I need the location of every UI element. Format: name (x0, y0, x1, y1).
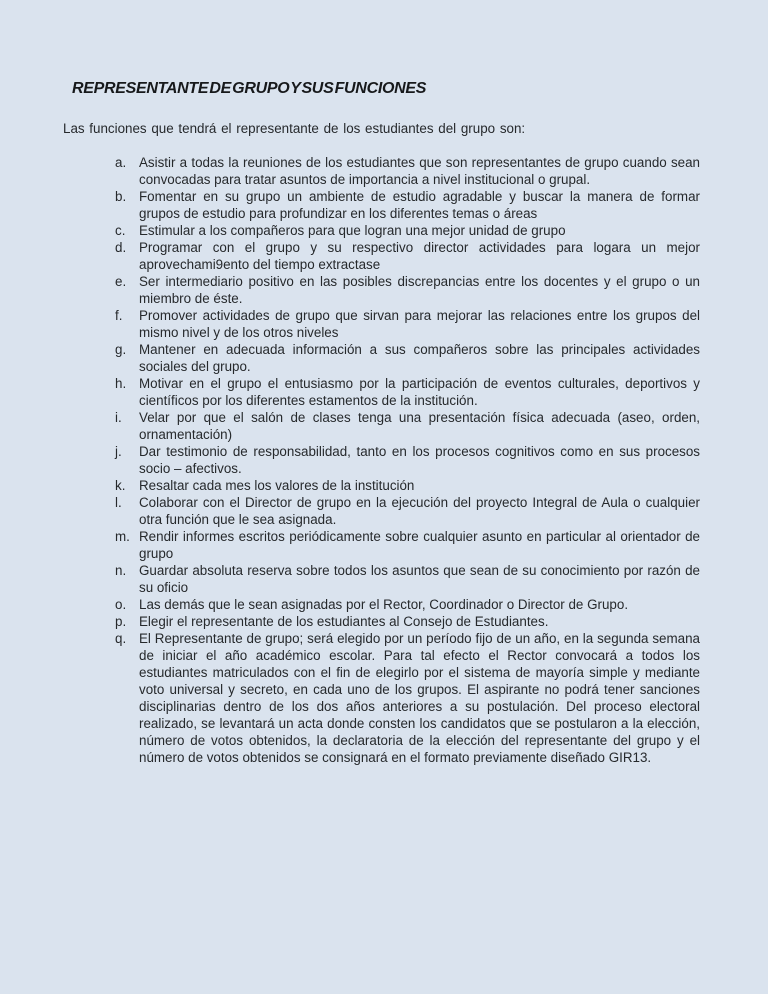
list-item-text: Fomentar en su grupo un ambiente de estudio agradable y buscar la manera de formar grupos de estudio para profundizar en los diferentes temas o áreas (139, 189, 700, 221)
list-item (63, 154, 700, 188)
list-item (63, 528, 700, 562)
list-item-text: Las demás que le sean asignadas por el Rector, Coordinador o Director de Grupo. (139, 597, 629, 612)
list-item-marker: b. (115, 189, 127, 204)
list-item-marker: k. (115, 478, 126, 493)
list-item-text: Motivar en el grupo el entusiasmo por la participación de eventos culturales, deportivos y científicos por los diferentes estamentos de la institución. (139, 376, 700, 408)
list-item (63, 341, 700, 375)
list-item-marker: l. (115, 495, 122, 510)
list-item-marker: o. (115, 597, 127, 612)
list-item (63, 188, 700, 222)
list-item (63, 443, 700, 477)
list-item (63, 375, 700, 409)
list-item-text: El Representante de grupo; será elegido por un período fijo de un año, en la segunda semana de iniciar el año académico escolar. Para tal efecto el Rector convocará a todos los estudiantes matriculados con el fin de elegirlo por el sistema de mayoría simple y mediante voto universal y secreto, en cada uno de los grupos. El aspirante no podrá tener sanciones disciplinarias dentro de los dos años anteriores a su postulación. Del proceso electoral realizado, se levantará un acta donde consten los candidatos que se postularon a la elección, número de votos obtenidos, la declaratoria de la elección del representante del grupo y el número de votos obtenidos se consignará en el formato previamente diseñado GIR13. (139, 631, 700, 765)
list-item-text: Velar por que el salón de clases tenga una presentación física adecuada (aseo, orden, ornamentación) (139, 410, 700, 442)
document-title: REPRESENTANTE DE GRUPO Y SUS FUNCIONES (72, 80, 427, 97)
document-intro: Las funciones que tendrá el representante de los estudiantes del grupo son: (63, 121, 526, 136)
list-item-text: Guardar absoluta reserva sobre todos los asuntos que sean de su conocimiento por razón de su oficio (139, 563, 700, 595)
list-item-text: Estimular a los compañeros para que logran una mejor unidad de grupo (139, 223, 566, 238)
list-item (63, 409, 700, 443)
list-item-text: Dar testimonio de responsabilidad, tanto en los procesos cognitivos como en sus procesos socio – afectivos. (139, 444, 700, 476)
list-item-text: Rendir informes escritos periódicamente sobre cualquier asunto en particular al orientador de grupo (139, 529, 700, 561)
list-item-text: Promover actividades de grupo que sirvan para mejorar las relaciones entre los grupos del mismo nivel y de los otros niveles (139, 308, 700, 340)
list-item-marker: m. (115, 529, 130, 544)
list-item-marker: c. (115, 223, 126, 238)
list-item (63, 562, 700, 596)
list-item-marker: j. (115, 444, 122, 459)
list-item-text: Ser intermediario positivo en las posibles discrepancias entre los docentes y el grupo o un miembro de éste. (139, 274, 700, 306)
list-item (63, 273, 700, 307)
list-item-text: Resaltar cada mes los valores de la institución (139, 478, 415, 493)
list-item-marker: g. (115, 342, 127, 357)
list-item-marker: f. (115, 308, 123, 323)
list-item (63, 477, 700, 494)
list-item-text: Colaborar con el Director de grupo en la ejecución del proyecto Integral de Aula o cualquier otra función que le sea asignada. (139, 495, 700, 527)
list-item (63, 222, 700, 239)
list-item-text: Mantener en adecuada información a sus compañeros sobre las principales actividades sociales del grupo. (139, 342, 700, 374)
list-item-text: Programar con el grupo y su respectivo director actividades para logara un mejor aprovechami9ento del tiempo extractase (139, 240, 700, 272)
list-item (63, 239, 700, 273)
list-item-marker: h. (115, 376, 127, 391)
list-item-marker: n. (115, 563, 127, 578)
list-item-marker: p. (115, 614, 127, 629)
list-item-marker: q. (115, 631, 127, 646)
list-item (63, 630, 700, 766)
list-item (63, 307, 700, 341)
list-item (63, 613, 700, 630)
functions-list (63, 154, 700, 766)
list-item (63, 494, 700, 528)
list-item-text: Asistir a todas la reuniones de los estudiantes que son representantes de grupo cuando sean convocadas para tratar asuntos de importancia a nivel institucional o grupal. (139, 155, 700, 187)
list-item-marker: a. (115, 155, 127, 170)
list-item-text: Elegir el representante de los estudiantes al Consejo de Estudiantes. (139, 614, 549, 629)
list-item-marker: d. (115, 240, 127, 255)
list-item-marker: e. (115, 274, 127, 289)
list-item-marker: i. (115, 410, 122, 425)
list-item (63, 596, 700, 613)
